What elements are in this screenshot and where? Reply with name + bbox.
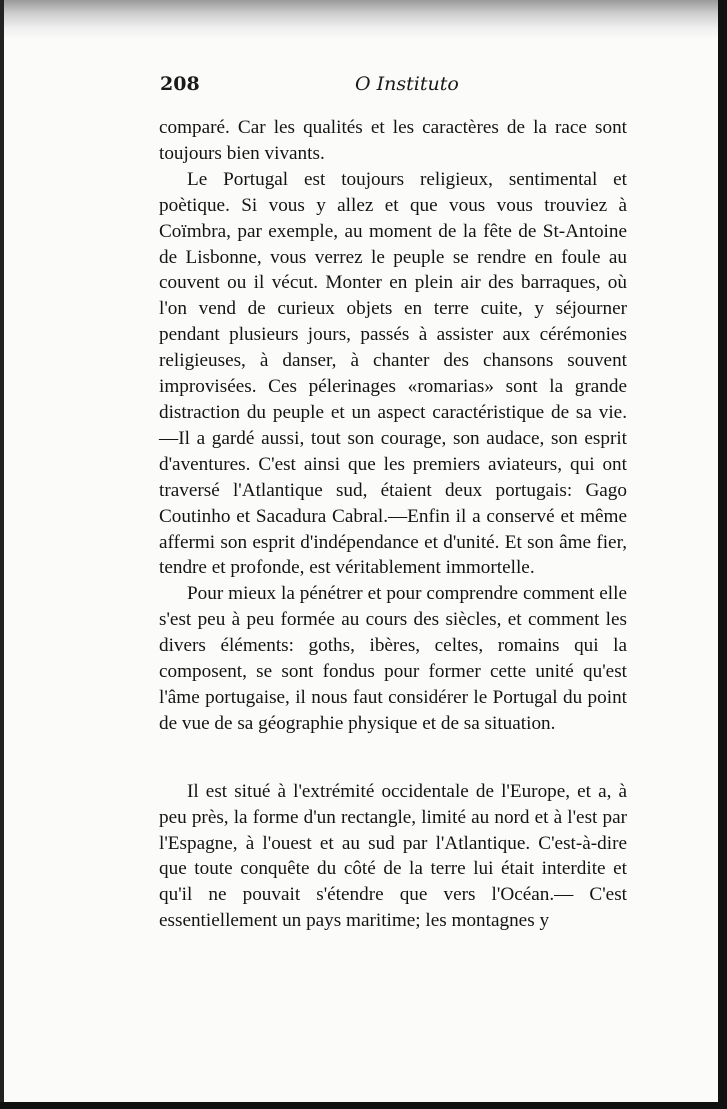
body-text: [159, 115, 627, 934]
paragraph-3: Pour mieux la pénétrer et pour comprendre comment elle s'est peu à peu formée au cours des siècles, et comment les divers éléments: goths, ibères, celtes, romains qui la composent, se sont fondus pour former cette unité qu'est l'âme portugaise, il nous faut considérer le Portugal du point de vue de sa géographie physique et de sa situation.: [159, 583, 627, 734]
paragraph-4: Il est situé à l'extrémité occidentale de l'Europe, et a, à peu près, la forme d'un rectangle, limité au nord et à l'est par l'Espagne, à l'ouest et au sud par l'Atlantique. C'est-à-dire que toute conquête du côté de la terre lui était interdite et qu'il ne pouvait s'étendre que vers l'Océan.— C'est essentiellement un pays maritime; les montagnes y: [159, 780, 627, 932]
section-gap: [159, 737, 627, 779]
scan-border-bottom: [0, 1102, 727, 1109]
paragraph-2: Le Portugal est toujours religieux, sentimental et poètique. Si vous y allez et que vous vous trouviez à Coïmbra, par exemple, au moment de la fête de St-Antoine de Lisbonne, vous verrez le peuple se rendre en foule au couvent ou il vécut. Monter en plein air des barraques, où l'on vend de curieux objets en terre cuite, y séjourner pendant plusieurs jours, passés à assister aux cérémonies religieuses, à danser, à chanter des chansons souvent improvisées. Ces pélerinages «romarias» sont la grande distraction du peuple et un aspect caractéristique de sa vie.—Il a gardé aussi, tout son courage, son audace, son esprit d'aventures. C'est ainsi que les premiers aviateurs, qui ont traversé l'Atlantique sud, étaient deux portugais: Gago Coutinho et Sacadura Cabral.—Enfin il a conservé et même affermi son esprit d'indépendance et d'unité. Et son âme fier, tendre et profonde, est véritablement immortelle.: [159, 168, 627, 579]
scan-shadow-top: [0, 0, 727, 40]
running-title: O Instituto: [355, 73, 459, 95]
paragraph-1: comparé. Car les qualités et les caractères de la race sont toujours bien vivants.: [159, 117, 627, 164]
page-number: 208: [160, 73, 200, 95]
scan-border-left: [0, 0, 4, 1109]
scan-border-right: [718, 0, 727, 1109]
page-header: [160, 73, 630, 99]
